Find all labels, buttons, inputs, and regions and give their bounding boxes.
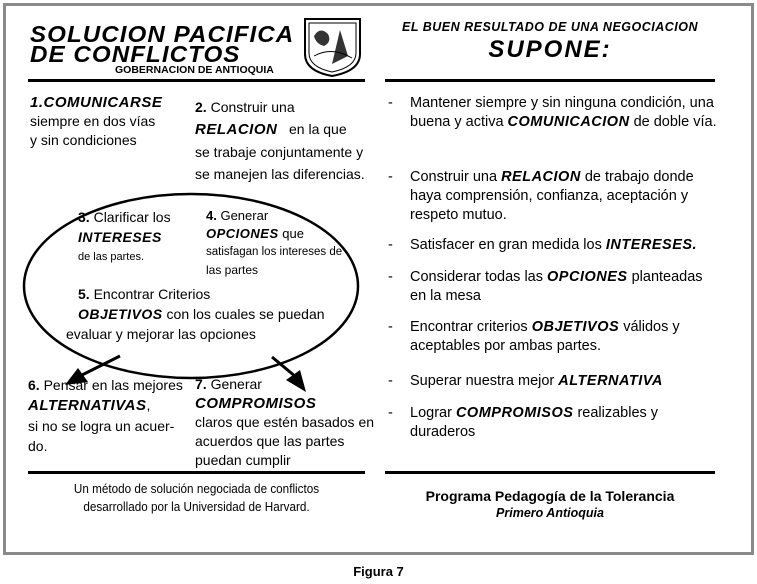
text: Generar [220,208,269,223]
text: y sin condiciones [30,132,137,148]
dash: - [388,319,393,335]
caption: Figura 7 [353,564,404,579]
keyword: RELACION [501,169,581,185]
title-line: DE CONFLICTOS [30,41,241,67]
text: satisfagan los intereses de [206,246,343,258]
text: válidos y aceptables por ambas partes. [410,319,680,354]
text [410,372,718,391]
step-5 [66,284,325,344]
text: Considerar todas las [410,269,543,285]
text: de las partes. [78,251,145,263]
keyword: COMPROMISOS [455,405,574,421]
left-footer [45,480,348,516]
text [410,168,718,225]
text: realizables y duraderos [410,405,659,440]
text: claros que estén basados en [195,414,375,430]
step-number: 5. [78,286,90,302]
text: Mantener siempre y sin ninguna condición, una buena y activa [410,95,714,130]
text: Clarificar los [93,209,171,225]
text: planteadas en la mesa [410,269,703,304]
keyword: INTERESES. [605,237,698,253]
keyword: OPCIONES [206,226,279,241]
text [410,404,718,442]
text: evaluar y mejorar las opciones [66,326,256,342]
text [410,236,718,255]
dash: - [388,95,393,111]
text: con los cuales se puedan [166,306,325,322]
footer-rule [28,471,365,474]
text: las partes [206,263,259,277]
right-heading [385,20,715,64]
text [410,318,718,356]
step-number: 1. [30,94,44,111]
text: que [282,226,304,241]
subtitle: GOBERNACION DE ANTIOQUIA [115,64,274,76]
text: Pensar en las mejores [43,377,183,393]
text: siempre en dos vías [30,113,156,129]
keyword: COMUNICARSE [43,94,163,111]
text: Generar [210,376,262,392]
step-number: 4. [206,208,217,223]
program-subtitle: Primero Antioquia [496,506,604,520]
text: do. [28,438,48,454]
text: Construir una [410,169,498,185]
result-item [388,236,718,255]
text: Un método de solución negociada de conflictos [73,481,320,496]
text [410,94,718,132]
step-number: 2. [195,99,207,115]
dash: - [388,237,393,253]
text: se manejen las diferencias. [195,166,365,182]
text: Superar nuestra mejor [410,373,555,389]
text: Lograr [410,405,452,421]
step-number: 7. [195,376,207,392]
dash: - [388,169,393,185]
text: acuerdos que las partes [195,433,345,449]
text: de trabajo donde haya comprensión, confianza, aceptación y respeto mutuo. [410,169,694,223]
text: desarrollado por la Universidad de Harvard. [83,499,310,514]
heading: SUPONE: [488,36,612,63]
keyword: RELACION [195,121,278,138]
result-item [388,168,718,225]
text [410,268,718,306]
text: si no se logra un acuer- [28,418,175,434]
result-item [388,372,718,391]
text: en la que [289,121,347,137]
dash: - [388,373,393,389]
keyword: OBJETIVOS [531,319,620,335]
heading: EL BUEN RESULTADO DE UNA NEGOCIACION [401,20,699,34]
step-4 [206,207,342,279]
text: , [146,397,151,413]
keyword: COMUNICACION [507,114,630,130]
keyword: ALTERNATIVA [558,373,663,389]
keyword: ALTERNATIVAS [28,397,147,414]
footer-rule [385,471,715,474]
text: puedan cumplir [195,452,291,468]
step-6 [28,375,183,456]
text: Satisfacer en gran medida los [410,237,602,253]
dash: - [388,269,393,285]
title-line: SOLUCION PACIFICA [30,21,295,47]
keyword: OBJETIVOS [78,306,163,322]
keyword: INTERESES [78,229,162,245]
step-7 [195,375,374,470]
result-item [388,318,718,356]
result-item [388,94,718,132]
header-rule [385,79,715,82]
keyword: COMPROMISOS [195,395,317,412]
text: de doble vía. [633,114,717,130]
dash: - [388,405,393,421]
text: Construir una [210,99,295,115]
result-item [388,268,718,306]
right-footer [385,488,715,520]
arrow-left [80,356,120,376]
step-3 [78,207,171,267]
step-number: 6. [28,377,40,393]
step-number: 3. [78,209,90,225]
program-name: Programa Pedagogía de la Tolerancia [425,488,675,504]
text: Encontrar criterios [410,319,528,335]
text: se trabaje conjuntamente y [195,144,364,160]
keyword: OPCIONES [547,269,628,285]
text: Encontrar Criterios [93,286,211,302]
result-item [388,404,718,442]
